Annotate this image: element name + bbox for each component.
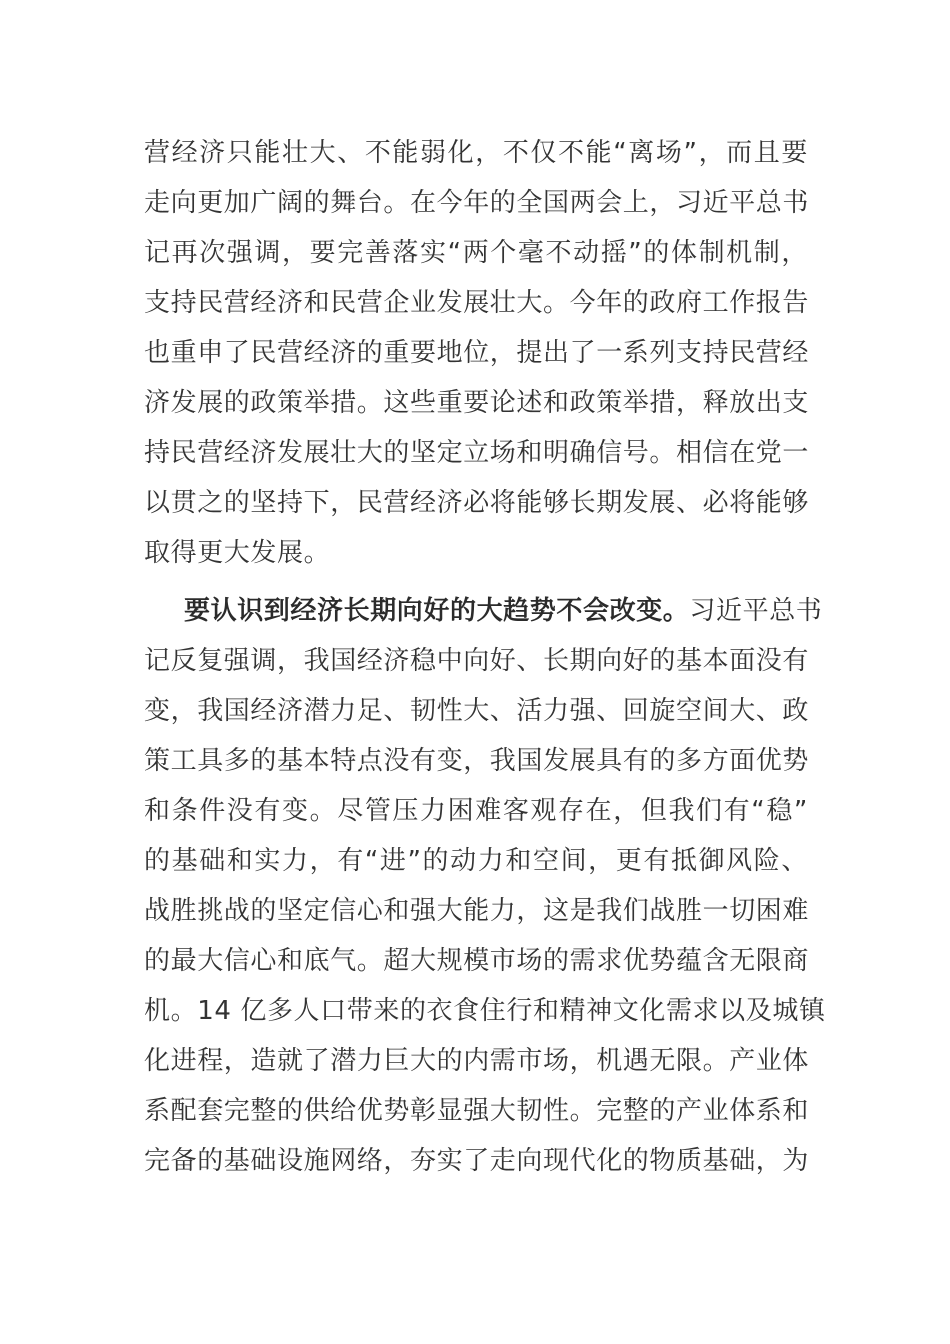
paragraph-2-first-line-rest: 习近平总书 xyxy=(689,596,823,626)
paragraph-2-line: 和条件没有变。尽管压力困难客观存在，但我们有“稳” xyxy=(144,796,808,826)
paragraph-2-line: 记反复强调，我国经济稳中向好、长期向好的基本面没有 xyxy=(144,646,810,676)
paragraph-1-line: 持民营经济发展壮大的坚定立场和明确信号。相信在党一 xyxy=(144,438,810,468)
paragraph-1-line: 取得更大发展。 xyxy=(144,538,331,568)
paragraph-2-line: 化进程，造就了潜力巨大的内需市场，机遇无限。产业体 xyxy=(144,1046,810,1076)
paragraph-2-line: 战胜挑战的坚定信心和强大能力，这是我们战胜一切困难 xyxy=(144,896,810,926)
paragraph-1-line: 记再次强调，要完善落实“两个毫不动摇”的体制机制， xyxy=(144,238,808,268)
paragraph-2-first-line xyxy=(144,586,823,636)
paragraph-2-line: 变，我国经济潜力足、韧性大、活力强、回旋空间大、政 xyxy=(144,696,810,726)
paragraph-2-line: 的最大信心和底气。超大规模市场的需求优势蕴含无限商 xyxy=(144,946,810,976)
paragraph-2-heading: 要认识到经济长期向好的大趋势不会改变。 xyxy=(184,596,690,626)
paragraph-1-line: 走向更加广阔的舞台。在今年的全国两会上，习近平总书 xyxy=(144,188,810,218)
paragraph-2 xyxy=(144,586,826,1186)
paragraph-2-line: 完备的基础设施网络，夯实了走向现代化的物质基础，为 xyxy=(144,1146,810,1176)
paragraph-1-line: 济发展的政策举措。这些重要论述和政策举措，释放出支 xyxy=(144,388,810,418)
paragraph-2-line: 系配套完整的供给优势彰显强大韧性。完整的产业体系和 xyxy=(144,1096,810,1126)
paragraph-1-line: 以贯之的坚持下，民营经济必将能够长期发展、必将能够 xyxy=(144,488,810,518)
paragraph-1-line: 支持民营经济和民营企业发展壮大。今年的政府工作报告 xyxy=(144,288,810,318)
paragraph-2-line: 的基础和实力，有“进”的动力和空间，更有抵御风险、 xyxy=(144,846,808,876)
paragraph-2-line: 机。14 亿多人口带来的衣食住行和精神文化需求以及城镇 xyxy=(144,996,826,1026)
paragraph-2-line: 策工具多的基本特点没有变，我国发展具有的多方面优势 xyxy=(144,746,810,776)
paragraph-1-line: 营经济只能壮大、不能弱化，不仅不能“离场”，而且要 xyxy=(144,138,808,168)
paragraph-1 xyxy=(144,128,808,578)
paragraph-1-line: 也重申了民营经济的重要地位，提出了一系列支持民营经 xyxy=(144,338,810,368)
